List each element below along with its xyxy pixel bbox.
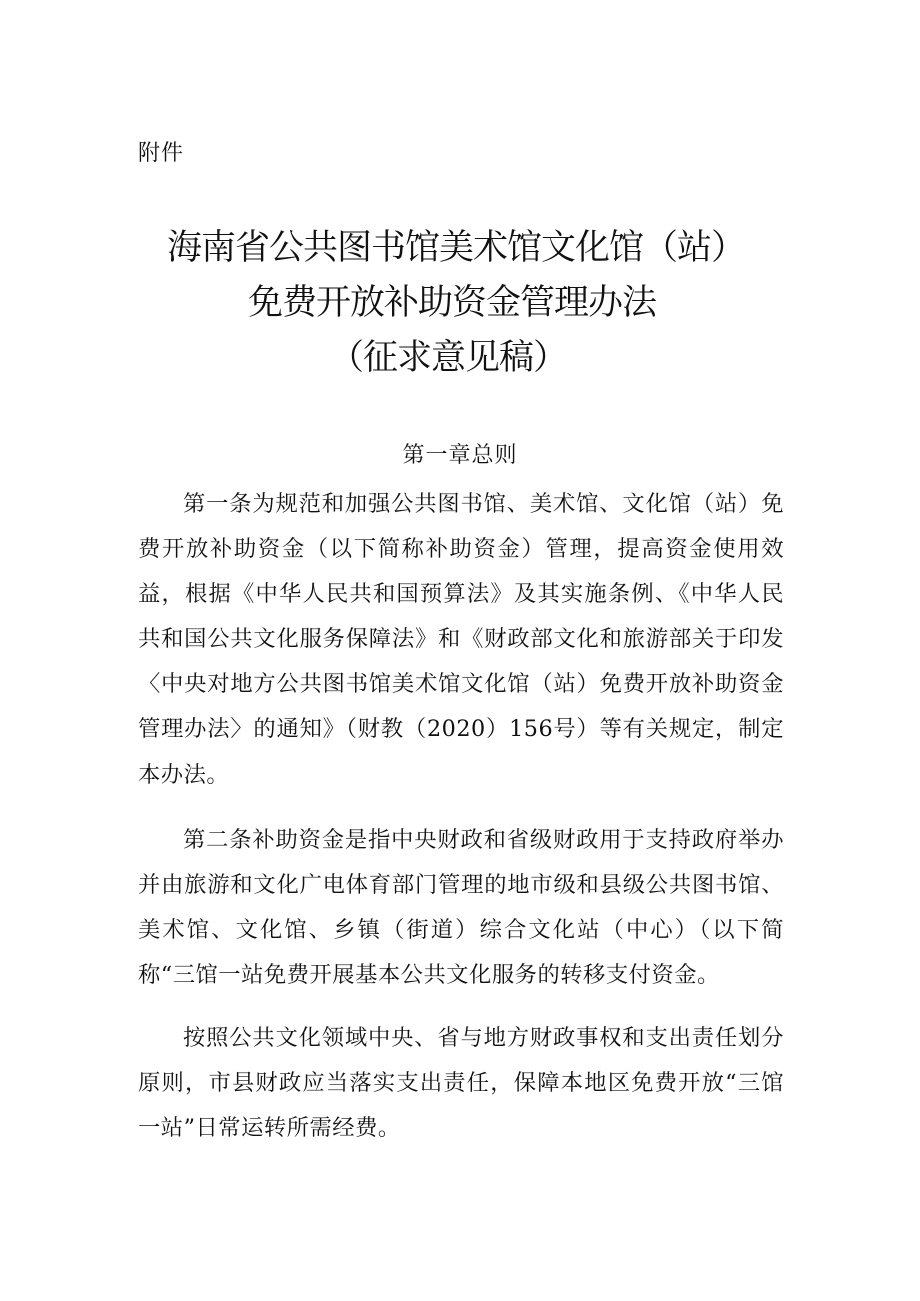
document-title-line-2: 免费开放补助资金管理办法 — [247, 283, 656, 323]
article-2-paragraph: 第二条补助资金是指中央财政和省级财政用于支持政府举办并由旅游和文化广电体育部门管理的地市级和县级公共图书馆、美术馆、文化馆、乡镇（街道）综合文化站（中心）（以下简称“三馆一站免费开展基本公共文化服务的转移支付资金。 — [138, 827, 784, 989]
attachment-label: 附件 — [138, 141, 185, 166]
chapter-heading: 第一章总则 — [402, 443, 518, 468]
body-paragraph-3: 按照公共文化领域中央、省与地方财政事权和支出责任划分原则，市县财政应当落实支出责任，保障本地区免费开放“三馆一站”日常运转所需经费。 — [138, 1025, 784, 1142]
document-title-line-1: 海南省公共图书馆美术馆文化馆（站） — [166, 228, 745, 268]
document-title-line-3: （征求意见稿） — [328, 338, 567, 378]
article-1-paragraph: 第一条为规范和加强公共图书馆、美术馆、文化馆（站）免费开放补助资金（以下简称补助资金）管理，提高资金使用效益，根据《中华人民共和国预算法》及其实施条例、《中华人民共和国公共文化服务保障法》和《财政部文化和旅游部关于印发〈中央对地方公共图书馆美术馆文化馆（站）免费开放补助资金管理办法〉的通知》（财教（2020）156号）等有关规定，制定本办法。 — [138, 491, 784, 788]
